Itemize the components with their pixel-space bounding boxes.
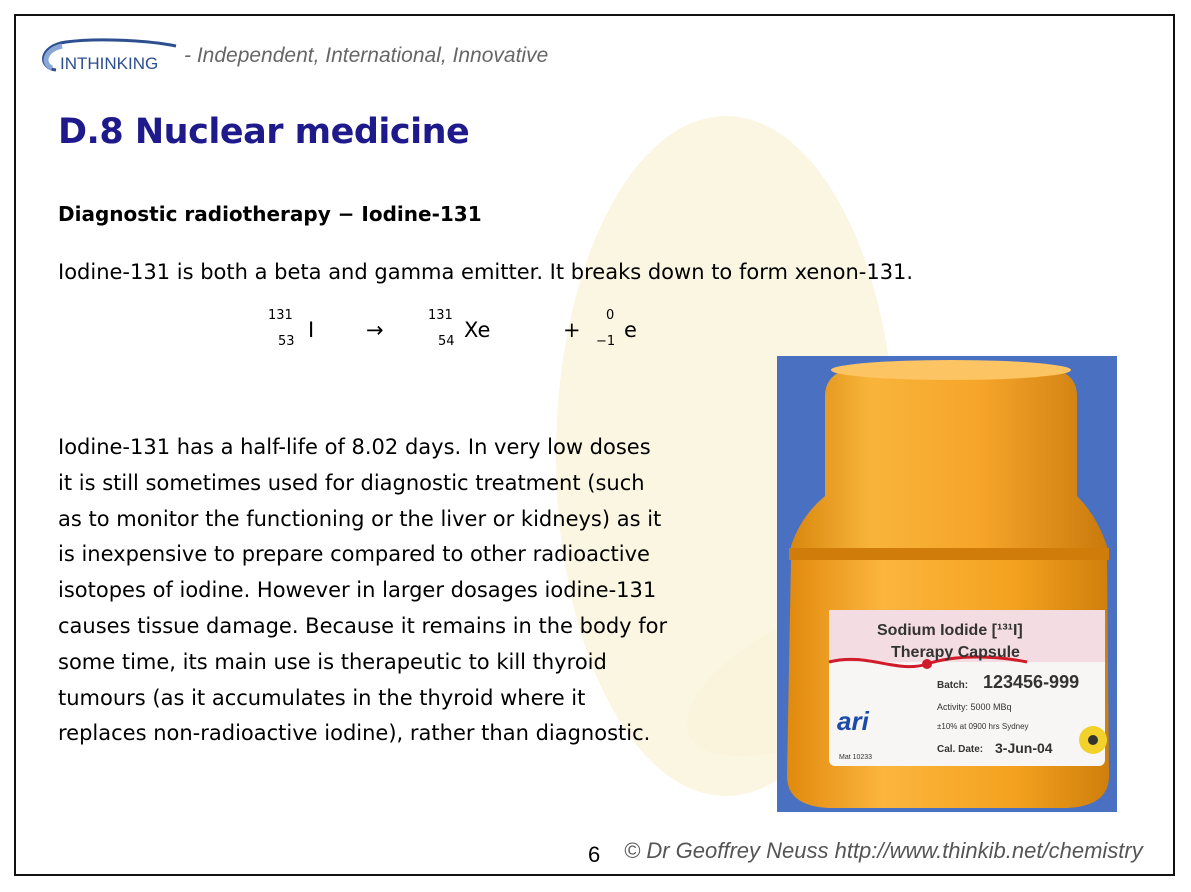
reactant-mass-number: 131	[268, 308, 293, 323]
body-line: tumours (as it accumulates in the thyroid where it	[58, 685, 586, 710]
body-line: as to monitor the functioning or the liver or kidneys) as it	[58, 506, 662, 531]
body-line: isotopes of iodine. However in larger dosages iodine-131	[58, 578, 657, 603]
decay-equation	[16, 304, 716, 364]
slide-frame	[14, 14, 1175, 876]
body-line: it is still sometimes used for diagnostic treatment (such	[58, 470, 645, 495]
inthinking-logo	[36, 38, 186, 74]
body-line: is inexpensive to prepare compared to other radioactive	[58, 542, 650, 567]
label-brand-logo: ari	[837, 706, 869, 736]
page-number: 6	[588, 842, 601, 867]
label-cal-date-label: Cal. Date:	[937, 744, 984, 755]
product2-symbol: e	[624, 318, 637, 342]
logo-swoosh-icon	[36, 38, 186, 74]
body-line: Iodine-131 has a half-life of 8.02 days. In very low doses	[58, 435, 651, 459]
label-batch-label: Batch:	[937, 680, 969, 691]
footer-copyright: © Dr Geoffrey Neuss http://www.thinkib.net/chemistry	[624, 838, 1143, 863]
product1-atomic-number: 54	[438, 334, 455, 349]
product1-symbol: Xe	[464, 318, 491, 342]
body-line: causes tissue damage. Because it remains in the body for	[58, 613, 668, 638]
slide-title: D.8 Nuclear medicine	[58, 112, 470, 152]
body-line: replaces non-radioactive iodine), rather than diagnostic.	[58, 721, 651, 746]
intro-paragraph: Iodine-131 is both a beta and gamma emitter. It breaks down to form xenon-131.	[58, 260, 914, 284]
subheading: Diagnostic radiotherapy − Iodine-131	[58, 202, 482, 226]
reactant-atomic-number: 53	[278, 334, 295, 349]
svg-text:INTHINKING: INTHINKING	[60, 54, 159, 73]
label-activity: Activity: 5000 MBq	[937, 702, 1012, 712]
label-cal-date-value: 3-Jun-04	[995, 740, 1053, 756]
product1-mass-number: 131	[428, 308, 453, 323]
capsule-photo	[777, 356, 1117, 812]
label-tolerance: ±10% at 0900 hrs Sydney	[937, 722, 1029, 731]
label-material-number: Mat 10233	[839, 754, 873, 761]
reaction-arrow: →	[366, 318, 384, 342]
tagline: - Independent, International, Innovative	[184, 44, 549, 67]
body-paragraph	[58, 430, 778, 752]
product2-atomic-number: −1	[596, 334, 616, 349]
label-batch-value: 123456-999	[983, 672, 1080, 692]
reactant-symbol: I	[308, 318, 315, 342]
plus-sign: +	[563, 318, 581, 342]
label-product-type: Therapy Capsule	[891, 644, 1020, 661]
label-product-name: Sodium Iodide [¹³¹I]	[877, 622, 1023, 639]
product2-mass-number: 0	[606, 308, 615, 323]
body-line: some time, its main use is therapeutic to kill thyroid	[58, 649, 607, 674]
